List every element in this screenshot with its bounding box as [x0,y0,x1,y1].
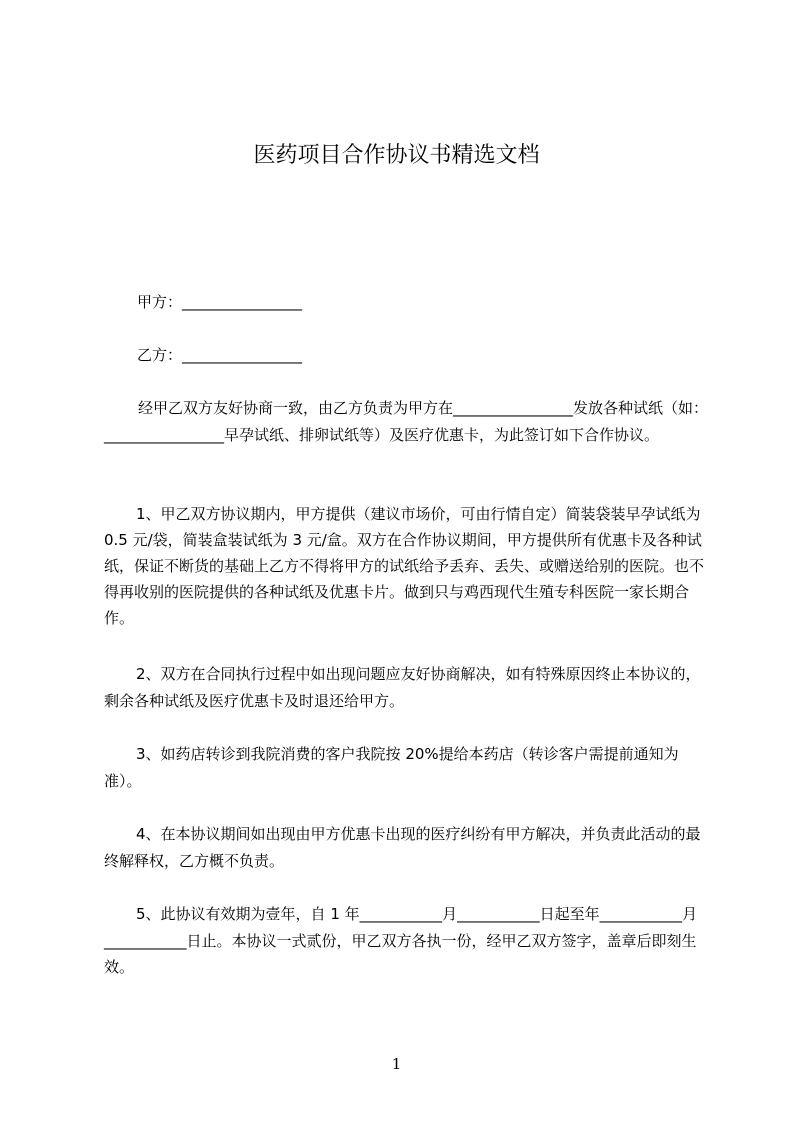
clause-4: 4、在本协议期间如出现由甲方优惠卡出现的医疗纠纷有甲方解决，并负责此活动的最终解释权，乙方概不负责。 [104,825,701,870]
page-number: 1 [391,1055,402,1073]
clause-5: 5、此协议有效期为壹年，自 1 年___________月___________日起至年___________月___________日止。本协议一式贰份，甲乙双方各执一份，经甲乙双方签字，盖章后即刻生效。 [104,905,698,976]
clause-1: 1、甲乙双方协议期内，甲方提供（建议市场价，可由行情自定）简装袋装早孕试纸为 0.5 元/袋，简装盒装试纸为 3 元/盒。双方在合作协议期间，甲方提供所有优惠卡及各种试纸，保证不断货的基础上乙方不得将甲方的试纸给予丢弃、丢失、或赠送给别的医院。也不得再收别的医院提供的各种试纸及优惠卡片。做到只与鸡西现代生殖专科医院一家长期合作。 [104,505,705,627]
clause-3: 3、如药店转诊到我院消费的客户我院按 20%提给本药店（转诊客户需提前通知为准）。 [104,745,679,790]
document-title: 医药项目合作协议书精选文档 [253,143,540,168]
party-a-line: 甲方：________________ [137,293,303,311]
party-b-line: 乙方：________________ [137,346,303,364]
clause-2: 2、双方在合同执行过程中如出现问题应友好协商解决，如有特殊原因终止本协议的，剩余各种试纸及医疗优惠卡及时退还给甲方。 [104,665,701,710]
intro-paragraph: 经甲乙双方友好协商一致，由乙方负责为甲方在________________发放各种试纸（如：________________早孕试纸、排卵试纸等）及医疗优惠卡，为此签订如下合作协议。 [104,399,709,444]
